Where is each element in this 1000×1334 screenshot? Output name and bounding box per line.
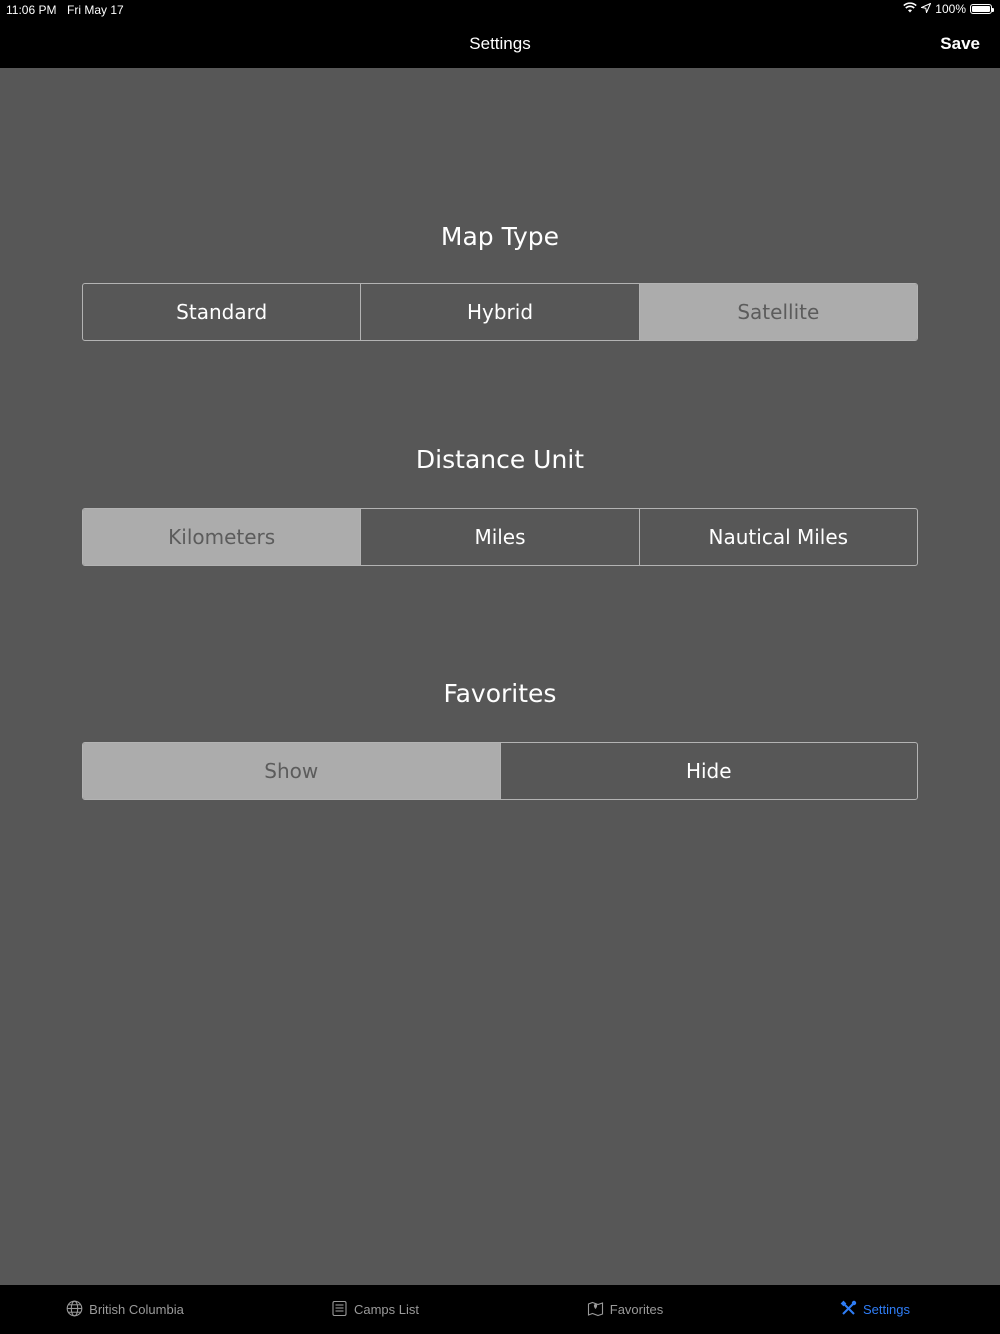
tab-label: British Columbia [89,1302,184,1317]
favorites-segmented-control [82,742,918,800]
list-icon [331,1300,348,1320]
map-favorite-icon [587,1300,604,1320]
navigation-bar [0,20,1000,68]
tab-favorites[interactable] [500,1285,750,1334]
battery-percent: 100% [935,2,966,16]
distance-unit-nautical-miles[interactable]: Nautical Miles [708,525,849,549]
tab-bar [0,1285,1000,1334]
tools-icon [840,1300,857,1320]
map-type-hybrid[interactable]: Hybrid [361,284,639,340]
distance-unit-title: Distance Unit [415,445,585,474]
tab-label: Favorites [609,1302,664,1317]
save-button[interactable]: Save [940,34,980,53]
tab-settings[interactable] [750,1285,1000,1334]
battery-icon [970,4,992,14]
tab-label: Settings [863,1302,910,1317]
favorites-hide[interactable]: Hide [685,759,732,783]
wifi-icon [903,2,917,16]
globe-icon [66,1300,83,1320]
tab-label: Camps List [353,1302,420,1317]
status-bar [0,0,1000,20]
map-type-standard[interactable]: Standard [83,284,361,340]
location-arrow-icon [921,2,931,16]
map-type-title: Map Type [440,222,560,251]
map-type-satellite[interactable]: Satellite [640,284,917,340]
favorites-show[interactable]: Show [83,743,501,799]
distance-unit-segmented-control [82,508,918,566]
distance-unit-miles[interactable]: Miles [361,509,639,565]
map-type-segmented-control [82,283,918,341]
status-right [903,2,992,16]
distance-unit-kilometers[interactable]: Kilometers [83,509,361,565]
tab-british-columbia[interactable] [0,1285,250,1334]
status-time: 11:06 PM [6,3,57,17]
page-title: Settings [469,34,531,53]
favorites-title: Favorites [443,679,557,708]
tab-camps-list[interactable] [250,1285,500,1334]
status-date: Fri May 17 [67,3,124,17]
